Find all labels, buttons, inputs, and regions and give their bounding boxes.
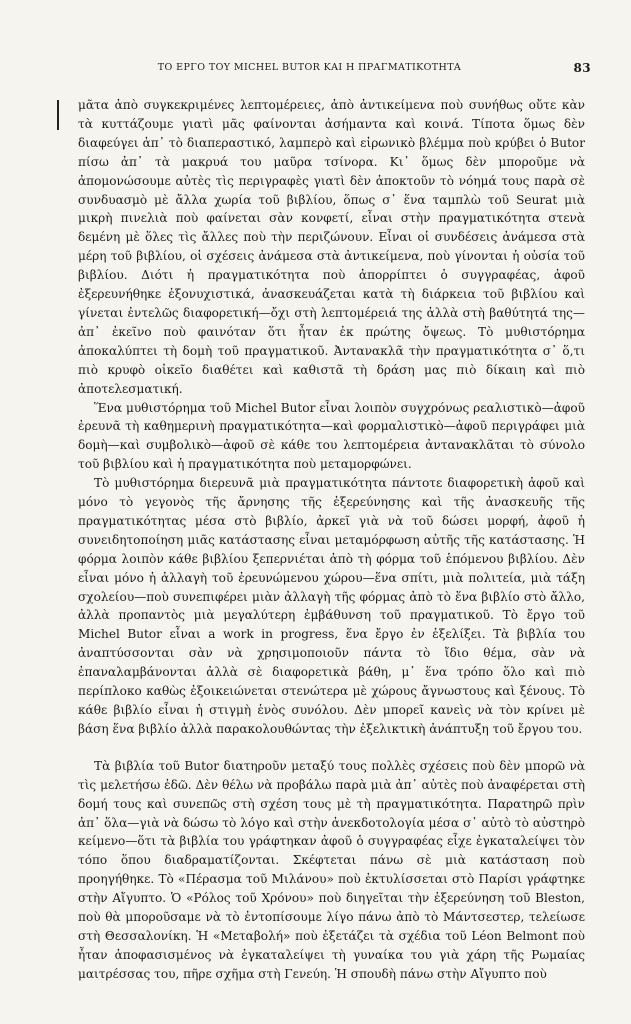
margin-mark (57, 100, 59, 130)
paragraph: Ἕνα μυθιστόρημα τοῦ Michel Butor εἶναι λοιπὸν συγχρόνως ρεαλιστικὸ—ἀφοῦ ἐρευνᾶ τὴ καθημερινὴ πραγματικότητα—καὶ φορμαλιστικὸ—ἀφοῦ περιγράφει μιὰ δομὴ—καὶ συμβολικὸ—ἀφοῦ σὲ κάθε του λεπτομέρεια ἀντανακλᾶται τὸ σύνολο τοῦ βιβλίου καὶ ἡ πραγματικότητα ποὺ μεταμορφώνει. (78, 400, 585, 472)
paragraph: μᾶτα ἀπὸ συγκεκριμένες λεπτομέρειες, ἀπὸ ἀντικείμενα ποὺ συνήθως οὔτε κὰν τὰ κυττάζουμε γιατὶ μᾶς φαίνονται ἀσήμαντα καὶ κοινά. Τίποτα ὅμως δὲν διαφεύγει ἀπ᾿ τὸ διαπεραστικό, λαμπερὸ καὶ εἰρωνικὸ βλέμμα ποὺ κρύβει ὁ Butor πίσω ἀπ᾿ τὰ μακρυά του μαῦρα τσίνορα. Κι᾿ ὅμως δὲν μποροῦμε νὰ ἀπομονώσουμε αὐτὲς τὶς περιγραφὲς γιατὶ δὲν ἀποκτοῦν τὸ νόημά τους παρὰ σὲ συνδυασμὸ μὲ ἄλλα χωρία τοῦ βιβλίου, ὅπως σ᾿ ἕνα ταμπλὼ τοῦ Seurat μιὰ μικρὴ πινελιὰ ποὺ φαίνεται σὰν κονφετί, εἶναι στὴν πραγματικότητα στενὰ δεμένη μὲ ὅλες τὶς ἄλλες ποὺ τὴν περιζώνουν. Εἶναι οἱ συνδέσεις ἀνάμεσα στὰ μέρη τοῦ βιβλίου, οἱ σχέσεις ἀνάμεσα στὰ ἀντικείμενα, ποὺ γίνονται ἡ οὐσία τοῦ βιβλίου. Διότι ἡ πραγματικότητα ποὺ ἀπορρίπτει ὁ συγγραφέας, ἀφοῦ ἐξερευνήθηκε ἐξονυχιστικά, ἀνασκευάζεται κατὰ τὴ διάρκεια τοῦ βιβλίου καὶ γίνεται ἐντελῶς διαφορετική—ὄχι στὴ λεπτομέρειά της ἀλλὰ στὴ βαθύτητά της—ἀπ᾿ ἐκεῖνο ποὺ φαινόταν ὅτι ἦταν ἐκ πρώτης ὄψεως. Τὸ μυθιστόρημα ἀποκαλύπτει τὴ δομὴ τοῦ πραγματικοῦ. Ἀντανακλᾶ τὴν πραγματικότητα σ᾿ ὅ,τι πιὸ κρυφὸ οἰκεῖο διαθέτει καὶ καθιστᾶ τὴ δράση μας πιὸ δίκαιη καὶ πιὸ ἀποτελεσματική. (78, 98, 585, 396)
running-title: ΤΟ ΕΡΓΟ ΤΟΥ MICHEL BUTOR ΚΑΙ Η ΠΡΑΓΜΑΤΙΚΟΤΗΤΑ (157, 62, 462, 73)
paragraph: Τὰ βιβλία τοῦ Butor διατηροῦν μεταξύ τους πολλὲς σχέσεις ποὺ δὲν μπορῶ νὰ τὶς μελετήσω ἐδῶ. Δὲν θέλω νὰ προβάλω παρὰ μιὰ ἀπ᾿ αὐτὲς ποὺ ἀναφέρεται στὴ δομή τους καὶ συνεπῶς στὴ σχέση τους μὲ τὴ πραγματικότητα. Παρατηρῶ πρὶν ἀπ᾿ ὅλα—γιὰ νὰ δώσω τὸ λόγο καὶ στὴν ἀνεκδοτολογία μέσα σ᾿ αὐτὸ τὸ αὐστηρὸ κείμενο—ὅτι τὰ βιβλία του γράφτηκαν ἀφοῦ ὁ συγγραφέας εἶχε ἐγκαταλείψει τὸν τόπο ὅπου διαδραματίζονται. Σκέφτεται πάνω σὲ μιὰ κατάσταση ποὺ προηγήθηκε. Τὸ «Πέρασμα τοῦ Μιλάνου» ποὺ ἐκτυλίσσεται στὸ Παρίσι γράφτηκε στὴν Αἴγυπτο. Ὁ «Ρόλος τοῦ Χρόνου» ποὺ διηγεῖται τὴν ἐξερεύνηση τοῦ Bleston, ποὺ θὰ μποροῦσαμε νὰ τὸ ἐντοπίσουμε λίγο πάνω ἀπὸ τὸ Μάντσεστερ, τελείωσε στὴ Θεσσαλονίκη. Ἡ «Μεταβολή» ποὺ ἐξετάζει τὰ σχέδια τοῦ Léon Belmont ποὺ ἦταν ἀποφασισμένος νὰ ἐγκαταλείψει τὴ γυναίκα του γιὰ χάρη τῆς Ρωμαίας μαιτρέσσας του, πῆρε σχῆμα στὴ Γενεύη. Ἡ σπουδὴ πάνω στὴν Αἴγυπτο ποὺ (78, 758, 585, 981)
paragraph: Τὸ μυθιστόρημα διερευνᾶ μιὰ πραγματικότητα πάντοτε διαφορετικὴ ἀφοῦ καὶ μόνο τὸ γεγονὸς τῆς ἄρνησης τῆς ἐξερεύνησης καὶ τῆς ἀνασκευῆς τῆς πραγματικότητας μέσα στὸ βιβλίο, ἀρκεῖ γιὰ νὰ τοῦ δώσει μορφή, ἀφοῦ ἡ συνειδητοποίηση μιᾶς κατάστασης εἶναι μεταμόρφωση αὐτῆς τῆς κατάστασης. Ἡ φόρμα λοιπὸν κάθε βιβλίου ξεπερνιέται ἀπὸ τὴ φόρμα τοῦ ἑπόμενου βιβλίου. Δὲν εἶναι μόνο ἡ ἀλλαγὴ τοῦ ἐρευνώμενου χώρου—ἕνα σπίτι, μιὰ πολιτεία, μιὰ τάξη σχολείου—ποὺ συνεπιφέρει μιὰν ἀλλαγὴ τῆς φόρμας ἀπὸ τὸ ἕνα βιβλίο στὸ ἄλλο, ἀλλὰ προπαντὸς μιὰ μεγαλύτερη ἐμβάθυνση τοῦ πραγματικοῦ. Τὸ ἔργο τοῦ Michel Butor εἶναι a work in progress, ἕνα ἔργο ἐν ἐξελίξει. Τὰ βιβλία του ἀναπτύσσονται σὰν νὰ χρησιμοποιοῦν πάντα τὸ ἴδιο θέμα, σὰν νὰ ἐπαναλαμβάνονται ἀλλὰ σὲ διαφορετικὰ βάθη, μ᾿ ἕνα τρόπο ὅλο καὶ πιὸ περίπλοκο καθὼς ἐξοικειώνεται στενώτερα μὲ χώρους ἄγνωστους καὶ ξένους. Τὸ κάθε βιβλίο εἶναι ἡ στιγμὴ ἑνὸς συνόλου. Δὲν μπορεῖ κανεὶς νὰ τὸν κρίνει μὲ βάση ἕνα βιβλίο ἀλλὰ παρακολουθώντας τὴν ἐξελικτικὴ ἀνάπτυξη τοῦ ἔργου του. (78, 476, 585, 736)
body-text (78, 96, 585, 984)
paragraph-gap (78, 739, 585, 757)
page-number: 83 (573, 61, 591, 75)
page-header (88, 62, 591, 78)
